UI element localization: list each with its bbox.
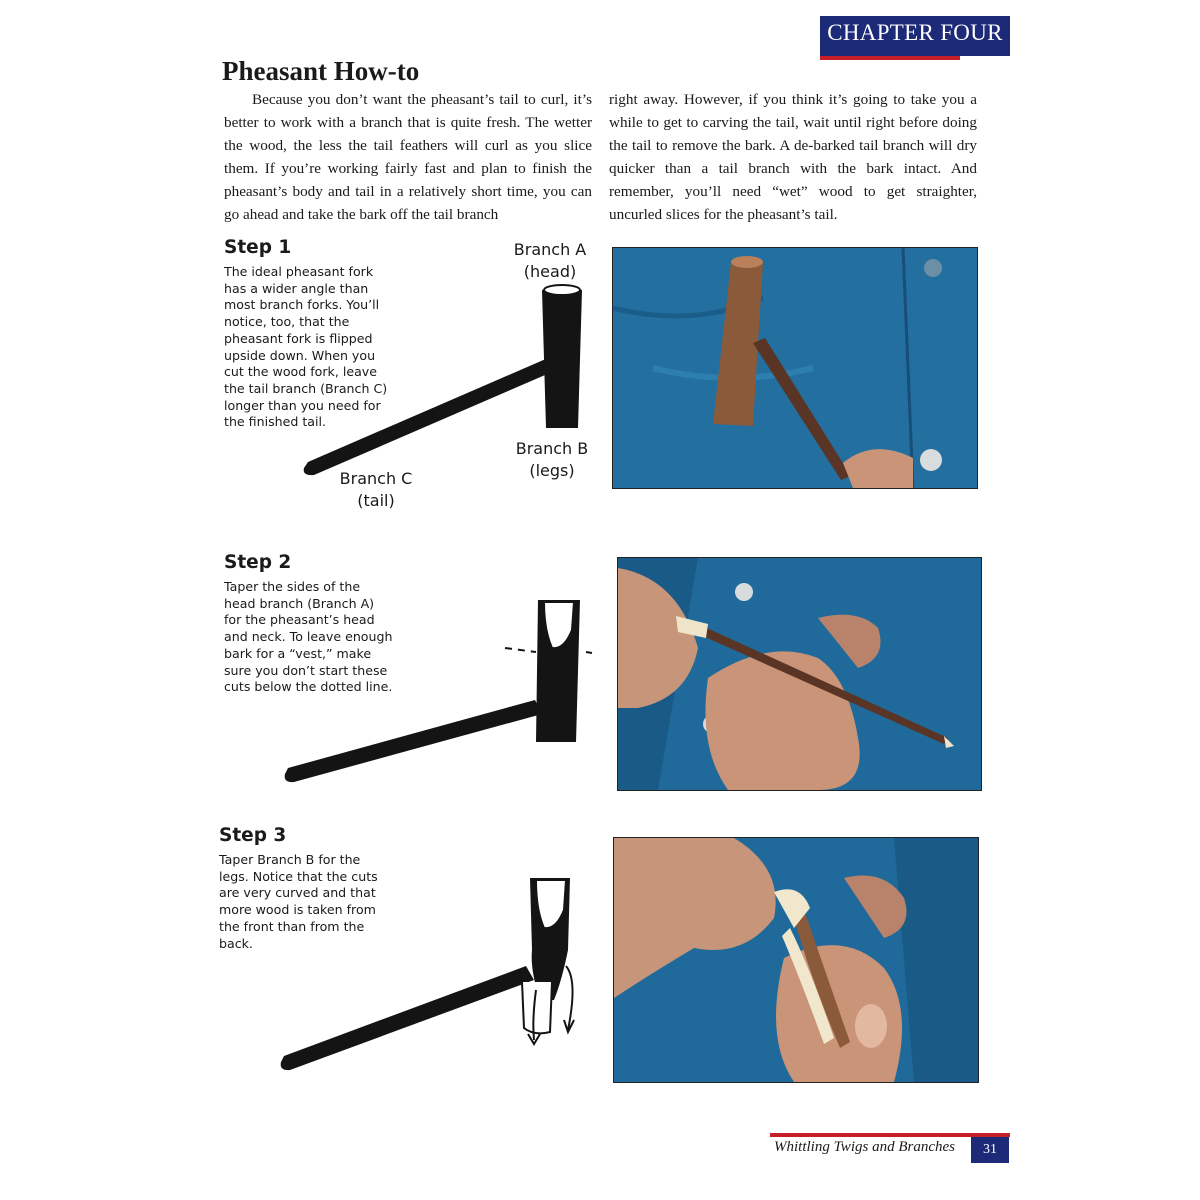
step-1: [224, 237, 291, 258]
label-branch-b: Branch B (legs): [515, 439, 589, 480]
chapter-tab: [820, 16, 1010, 56]
step-1-photo: [612, 247, 978, 489]
step-3-text: Taper Branch B for the legs. Notice that the cuts are very curved and that more wood is taken from the front than from the back.: [219, 852, 378, 951]
step-1-heading: Step 1: [224, 237, 292, 258]
step-3-heading: Step 3: [219, 825, 287, 846]
step-2-fork-diagram: [280, 590, 610, 790]
body-text-left: Because you don’t want the pheasant’s tail to curl, it’s better to work with a branch that is quite fresh. The wetter the wood, the less the tail feathers will curl as you slice them. If you’re working fairly fast and plan to finish the pheasant’s body and tail in a relatively short time, you can go ahead and take the bark off the tail branch: [224, 91, 592, 223]
step-2: [224, 552, 291, 573]
body-text-right: right away. However, if you think it’s going to take you a while to get to carving the tail, wait until right before doing the tail to remove the bark. A de-barked tail branch will dry quicker than a tail branch with the bark intact. And remember, you’ll need “wet” wood to get straighter, uncurled slices for the pheasant’s tail.: [609, 91, 977, 223]
label-branch-c: Branch C (tail): [339, 469, 413, 510]
chapter-tab-underline: [820, 56, 960, 60]
label-branch-a: Branch A (head): [513, 240, 587, 281]
step-3-photo: [613, 837, 979, 1083]
step-3: [219, 825, 286, 846]
page-number: 31: [971, 1137, 1009, 1163]
step-2-heading: Step 2: [224, 552, 292, 573]
chapter-label: CHAPTER FOUR: [827, 20, 1003, 45]
step-3-fork-diagram: [278, 870, 608, 1080]
step-2-text: Taper the sides of the head branch (Branch A) for the pheasant’s head and neck. To leave enough bark for a “vest,” make sure you don’t start these cuts below the dotted line.: [224, 579, 393, 695]
page-title: Pheasant How-to: [222, 56, 420, 86]
step-2-photo: [617, 557, 982, 791]
footer-book-title: Whittling Twigs and Branches: [774, 1139, 955, 1155]
step-1-text: The ideal pheasant fork has a wider angle than most branch forks. You’ll notice, too, that the pheasant fork is flipped upside down. When you cut the wood fork, leave the tail branch (Branch C) longer than you need for the finished tail.: [224, 264, 388, 430]
